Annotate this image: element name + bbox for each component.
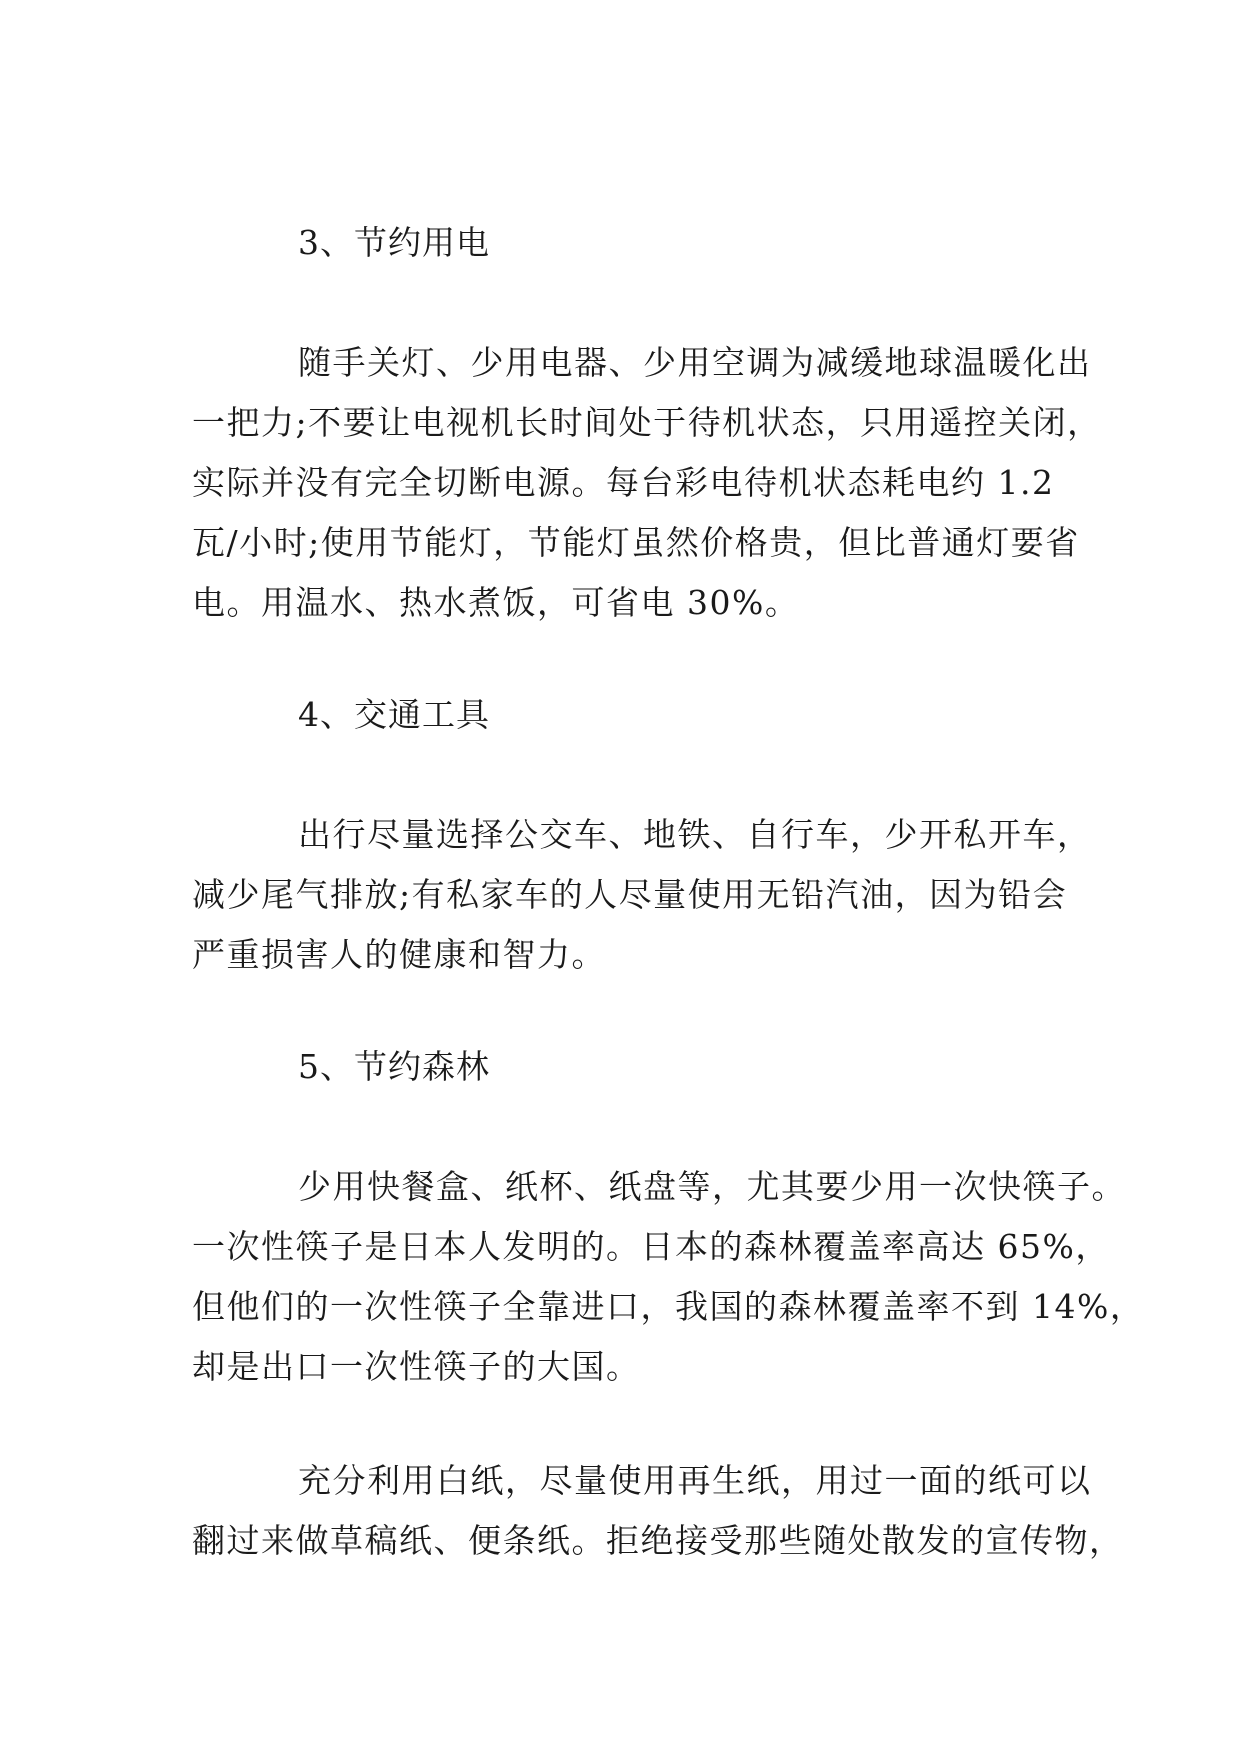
paragraph-line: 一次性筷子是日本人发明的。日本的森林覆盖率高达 65%，: [192, 1227, 1110, 1266]
paragraph-line: 却是出口一次性筷子的大国。: [192, 1347, 641, 1386]
paragraph-line: 实际并没有完全切断电源。每台彩电待机状态耗电约 1.2: [192, 463, 1055, 502]
paragraph-line: 出行尽量选择公交车、地铁、自行车，少开私开车，: [298, 815, 1092, 854]
paragraph-line: 电。用温水、热水煮饭，可省电 30%。: [192, 583, 800, 622]
section-heading-3: 3、节约用电: [298, 223, 490, 262]
paragraph-line: 一把力;不要让电视机长时间处于待机状态，只用遥控关闭，: [192, 403, 1102, 442]
paragraph-line: 减少尾气排放;有私家车的人尽量使用无铅汽油，因为铅会: [192, 875, 1068, 914]
paragraph-line: 严重损害人的健康和智力。: [192, 935, 606, 974]
paragraph-line: 少用快餐盒、纸杯、纸盘等，尤其要少用一次快筷子。: [298, 1167, 1126, 1206]
paragraph-line: 但他们的一次性筷子全靠进口，我国的森林覆盖率不到 14%，: [192, 1287, 1145, 1326]
section-heading-5: 5、节约森林: [298, 1047, 490, 1086]
paragraph-line: 瓦/小时;使用节能灯，节能灯虽然价格贵，但比普通灯要省: [192, 523, 1080, 562]
section-heading-4: 4、交通工具: [298, 695, 490, 734]
paragraph-line: 翻过来做草稿纸、便条纸。拒绝接受那些随处散发的宣传物，: [192, 1521, 1124, 1560]
paragraph-line: 随手关灯、少用电器、少用空调为减缓地球温暖化出: [298, 343, 1092, 382]
paragraph-line: 充分利用白纸，尽量使用再生纸，用过一面的纸可以: [298, 1461, 1092, 1500]
